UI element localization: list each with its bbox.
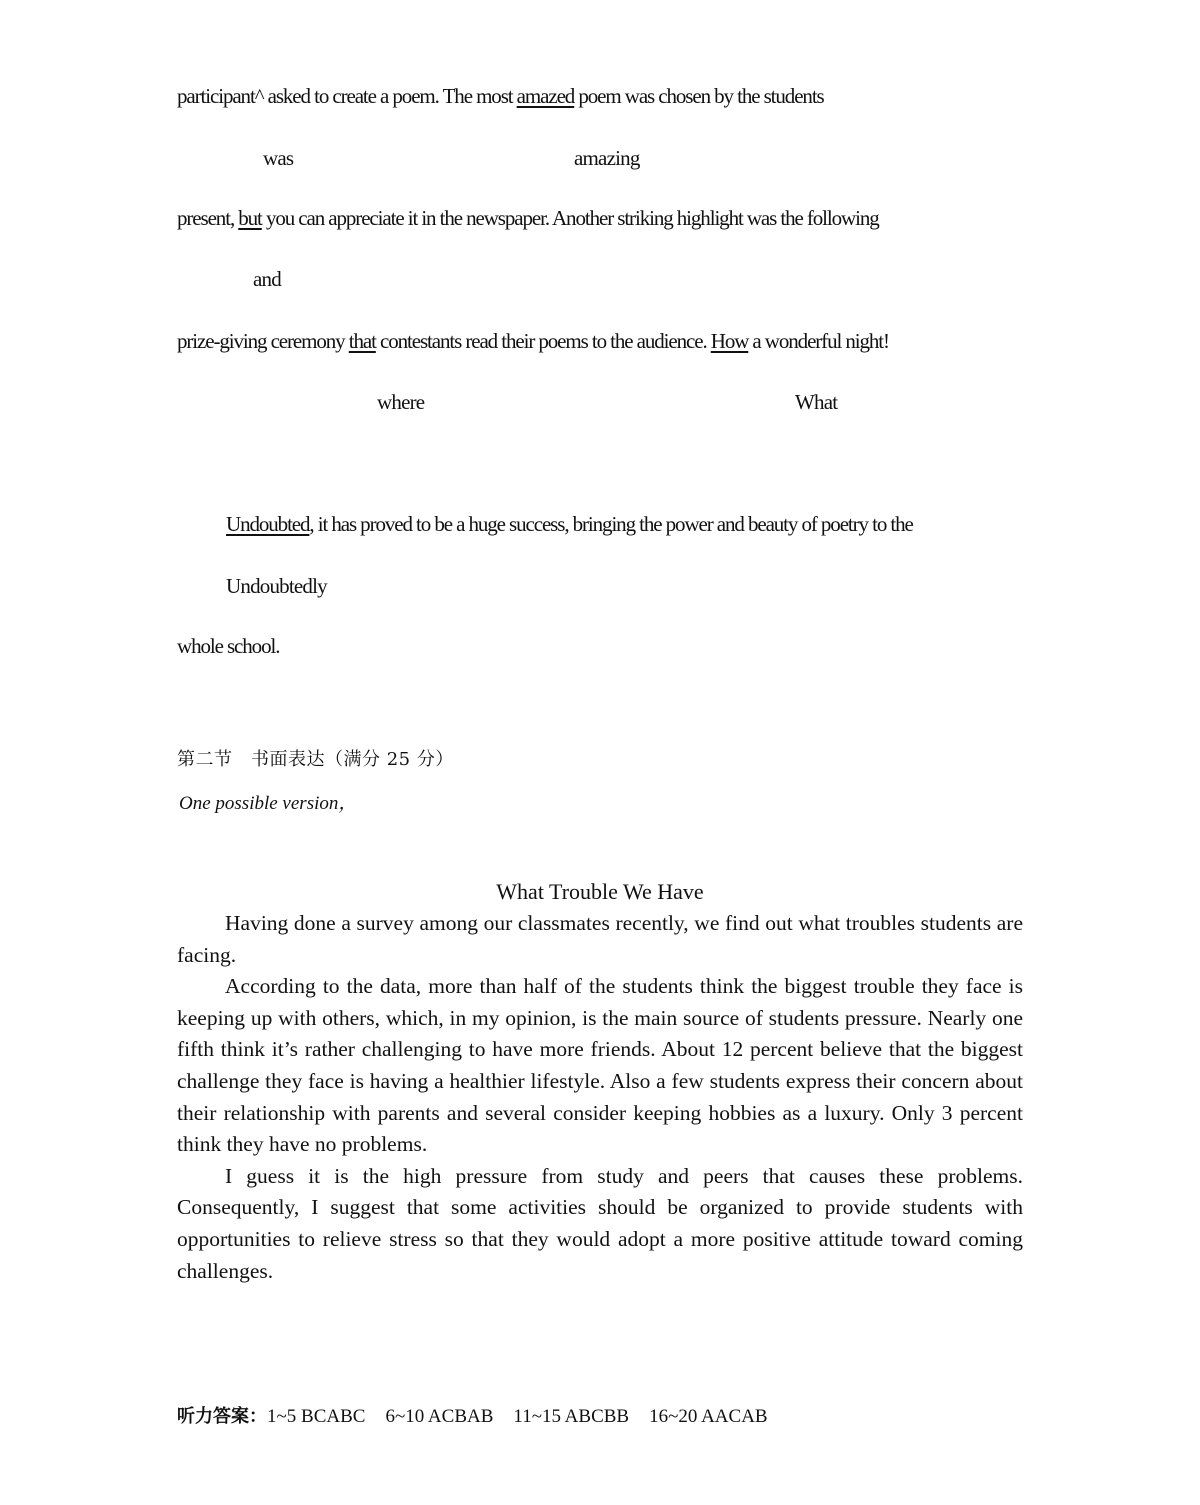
text-segment: you can appreciate it in the newspaper. Another striking highlight was the following <box>261 206 879 230</box>
essay-paragraph: I guess it is the high pressure from study and peers that causes these problems. Consequently, I suggest that some activities should be organized to provide students with opportunities to relieve stress so that they would adopt a more positive attitude toward coming challenges. <box>177 1163 1023 1283</box>
correction-line-3 <box>177 329 889 354</box>
error-word: that <box>348 329 376 353</box>
listening-answers <box>177 1402 788 1428</box>
fix-undoubtedly: Undoubtedly <box>226 574 327 598</box>
text-segment: asked to create a poem. The most <box>263 84 517 108</box>
fix-where: where <box>377 390 425 414</box>
fix-and: and <box>253 267 281 291</box>
fix-was: was <box>263 146 294 170</box>
error-word: How <box>710 329 749 353</box>
answer-group: 1~5 BCABC <box>267 1406 366 1427</box>
correction-line-4 <box>226 512 913 537</box>
answer-group: 16~20 AACAB <box>649 1406 768 1427</box>
answer-group: 11~15 ABCBB <box>513 1406 630 1427</box>
error-word: but <box>238 206 262 230</box>
fix-what: What <box>795 390 838 414</box>
error-word: amazed <box>516 84 575 108</box>
text-segment: present, <box>177 206 239 230</box>
text-segment: poem was chosen by the students <box>574 84 824 108</box>
essay-paragraph: Having done a survey among our classmates recently, we find out what troubles students are facing. <box>177 911 1023 967</box>
answer-group: 6~10 ACBAB <box>385 1406 494 1427</box>
insert-caret: ^ <box>254 84 264 108</box>
text-segment: contestants read their poems to the audience. <box>375 329 711 353</box>
error-word: Undoubted <box>226 512 310 536</box>
text-segment: prize-giving ceremony <box>177 329 349 353</box>
text-segment: , it has proved to be a huge success, bringing the power and beauty of poetry to the <box>309 512 913 536</box>
correction-line-2 <box>177 206 879 231</box>
text-segment: participant <box>177 84 255 108</box>
correction-line-1 <box>177 84 824 109</box>
fix-amazing: amazing <box>574 146 640 170</box>
essay-body <box>177 908 1023 1287</box>
text-segment: a wonderful night! <box>748 329 889 353</box>
version-label: One possible version， <box>179 793 358 814</box>
correction-line-5: whole school. <box>177 634 280 658</box>
listening-label: 听力答案： <box>177 1406 267 1427</box>
section-heading: 第二节 书面表达（满分 25 分） <box>177 749 454 770</box>
essay-title: What Trouble We Have <box>496 879 704 904</box>
essay-paragraph: According to the data, more than half of the students think the biggest trouble they face is keeping up with others, which, in my opinion, is the main source of students pressure. Nearly one fifth think it’s rather challenging to have more friends. About 12 percent believe that the biggest challenge they face is having a healthier lifestyle. Also a few students express their concern about their relationship with parents and several consider keeping hobbies as a luxury. Only 3 percent think they have no problems. <box>177 974 1023 1157</box>
